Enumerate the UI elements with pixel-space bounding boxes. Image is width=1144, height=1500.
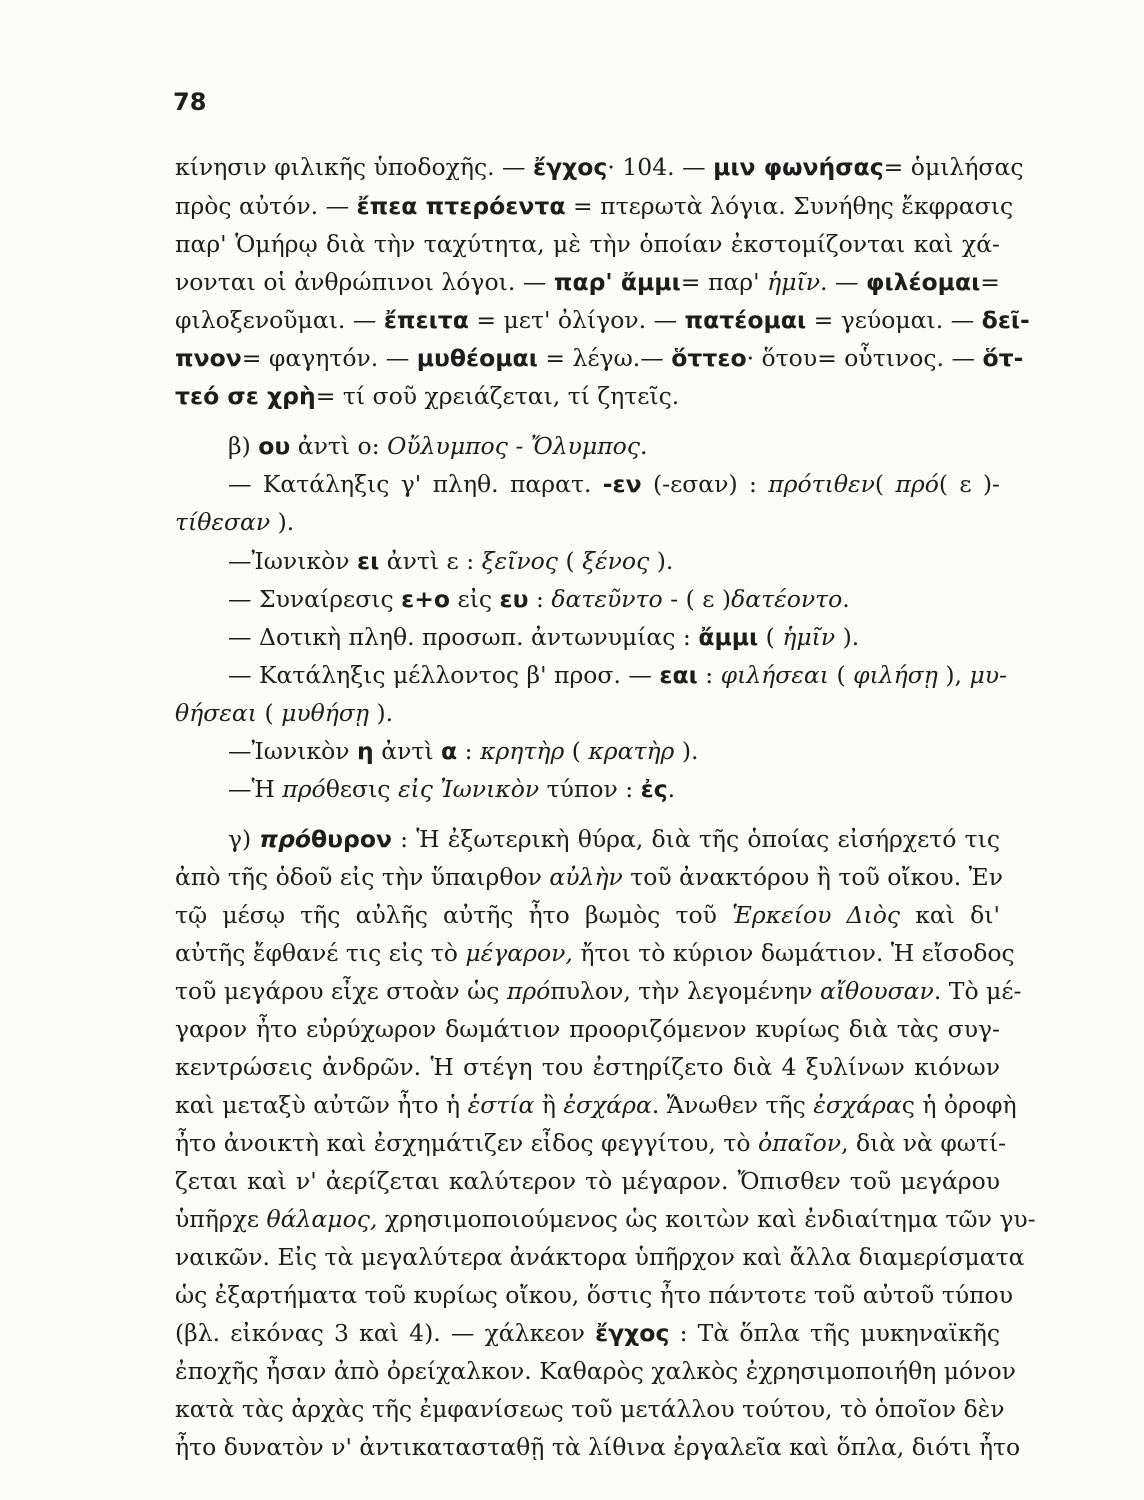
text-line: νονται οἱ ἀνθρώπινοι λόγοι. — παρ' ἄμμι= παρ' ἡμῖν. — φιλέομαι= bbox=[175, 268, 1000, 296]
text-line: (βλ. εἰκόνας 3 καὶ 4). — χάλκεον ἔγχος : Τὰ ὅπλα τῆς μυκηναϊκῆς bbox=[175, 1319, 1000, 1347]
text-line: — Κατάληξις μέλλοντος β' προσ. — εαι : φιλήσεαι ( φιλήσῃ ), μυ- bbox=[228, 661, 1007, 689]
text-line: ἦτο δυνατὸν ν' ἀντικατασταθῇ τὰ λίθινα ἐργαλεῖα καὶ ὅπλα, διότι ἦτο bbox=[175, 1433, 1021, 1461]
text-line: τεό σε χρὴ= τί σοῦ χρειάζεται, τί ζητεῖς. bbox=[175, 382, 680, 410]
text-line: β) ου ἀντὶ ο: Οὔλυμπος - Ὄλυμπος. bbox=[228, 432, 648, 460]
text-line: παρ' Ὁμήρῳ διὰ τὴν ταχύτητα, μὲ τὴν ὁποίαν ἐκστομίζονται καὶ χά- bbox=[175, 230, 1000, 258]
text-line: θήσεαι ( μυθήσῃ ). bbox=[175, 699, 394, 727]
text-line: καὶ μεταξὺ αὐτῶν ἦτο ἡ ἑστία ἢ ἐσχάρα. Ἄνωθεν τῆς ἐσχάρας ἡ ὀροφὴ bbox=[175, 1091, 1017, 1119]
text-line: γ) πρόθυρον : Ἡ ἐξωτερικὴ θύρα, διὰ τῆς ὁποίας εἰσήρχετό τις bbox=[228, 825, 1001, 853]
text-line: ἐποχῆς ἦσαν ἀπὸ ὀρείχαλκον. Καθαρὸς χαλκὸς ἐχρησιμοποιήθη μόνον bbox=[175, 1357, 1016, 1385]
text-line: αὐτῆς ἔφθανέ τις εἰς τὸ μέγαρον, ἤτοι τὸ κύριον δωμάτιον. Ἡ εἴσοδος bbox=[175, 939, 1015, 967]
text-line: ἀπὸ τῆς ὁδοῦ εἰς τὴν ὕπαιρθον αὐλὴν τοῦ ἀνακτόρου ἢ τοῦ οἴκου. Ἐν bbox=[175, 863, 1003, 891]
text-line: τίθεσαν ). bbox=[175, 508, 295, 536]
page-number: 78 bbox=[173, 88, 207, 116]
text-line: —Ἰωνικὸν η ἀντὶ α : κρητὴρ ( κρατὴρ ). bbox=[228, 737, 699, 765]
text-line: πνον= φαγητόν. — μυθέομαι = λέγω.— ὅττεο· ὅτου= οὗτινος. — ὅτ- bbox=[175, 344, 1024, 372]
text-line: ὑπῆρχε θάλαμος, χρησιμοποιούμενος ὡς κοιτὼν καὶ ἐνδιαίτημα τῶν γυ- bbox=[175, 1205, 1036, 1233]
text-line: πρὸς αὐτόν. — ἔπεα πτερόεντα = πτερωτὰ λόγια. Συνήθης ἔκφρασις bbox=[175, 192, 1014, 220]
text-line: κεντρώσεις ἀνδρῶν. Ἡ στέγη του ἐστηρίζετο διὰ 4 ξυλίνων κιόνων bbox=[175, 1053, 1000, 1081]
text-line: τῷ μέσῳ τῆς αὐλῆς αὐτῆς ἦτο βωμὸς τοῦ Ἑρκείου Διὸς καὶ δι' bbox=[175, 901, 1000, 929]
text-line: — Κατάληξις γ' πληθ. παρατ. -εν (-εσαν) : πρότιθεν( πρό( ε )- bbox=[228, 470, 1000, 498]
text-line: — Συναίρεσις ε+ο εἰς ευ : δατεῦντο - ( ε )δατέοντο. bbox=[228, 585, 850, 613]
text-line: κίνησιν φιλικῆς ὑποδοχῆς. — ἔγχος· 104. — μιν φωνήσας= ὁμιλήσας bbox=[175, 153, 1024, 181]
text-line: ἦτο ἀνοικτὴ καὶ ἐσχημάτιζεν εἶδος φεγγίτου, τὸ ὀπαῖον, διὰ νὰ φωτί- bbox=[175, 1129, 1007, 1157]
text-line: ζεται καὶ ν' ἀερίζεται καλύτερον τὸ μέγαρον. Ὄπισθεν τοῦ μεγάρου bbox=[175, 1167, 1000, 1195]
text-line: ναικῶν. Εἰς τὰ μεγαλύτερα ἀνάκτορα ὑπῆρχον καὶ ἄλλα διαμερίσματα bbox=[175, 1243, 1025, 1271]
text-line: γαρον ἦτο εὐρύχωρον δωμάτιον προοριζόμενον κυρίως διὰ τὰς συγ- bbox=[175, 1015, 1000, 1043]
text-line: —Ἡ πρόθεσις εἰς Ἰωνικὸν τύπον : ἐς. bbox=[228, 775, 676, 803]
text-line: — Δοτικὴ πληθ. προσωπ. ἀντωνυμίας : ἄμμι ( ἡμῖν ). bbox=[228, 623, 860, 651]
text-line: φιλοξενοῦμαι. — ἔπειτα = μετ' ὀλίγον. — πατέομαι = γεύομαι. — δεῖ- bbox=[175, 306, 1030, 334]
text-line: τοῦ μεγάρου εἶχε στοὰν ὡς πρόπυλον, τὴν λεγομένην αἴθουσαν. Τὸ μέ- bbox=[175, 977, 1022, 1005]
text-line: ὡς ἐξαρτήματα τοῦ κυρίως οἴκου, ὅστις ἦτο πάντοτε τοῦ αὐτοῦ τύπου bbox=[175, 1281, 1013, 1309]
text-line: —Ἰωνικὸν ει ἀντὶ ε : ξεῖνος ( ξένος ). bbox=[228, 547, 674, 575]
text-line: κατὰ τὰς ἀρχὰς τῆς ἐμφανίσεως τοῦ μετάλλου τούτου, τὸ ὁποῖον δὲν bbox=[175, 1395, 1005, 1423]
